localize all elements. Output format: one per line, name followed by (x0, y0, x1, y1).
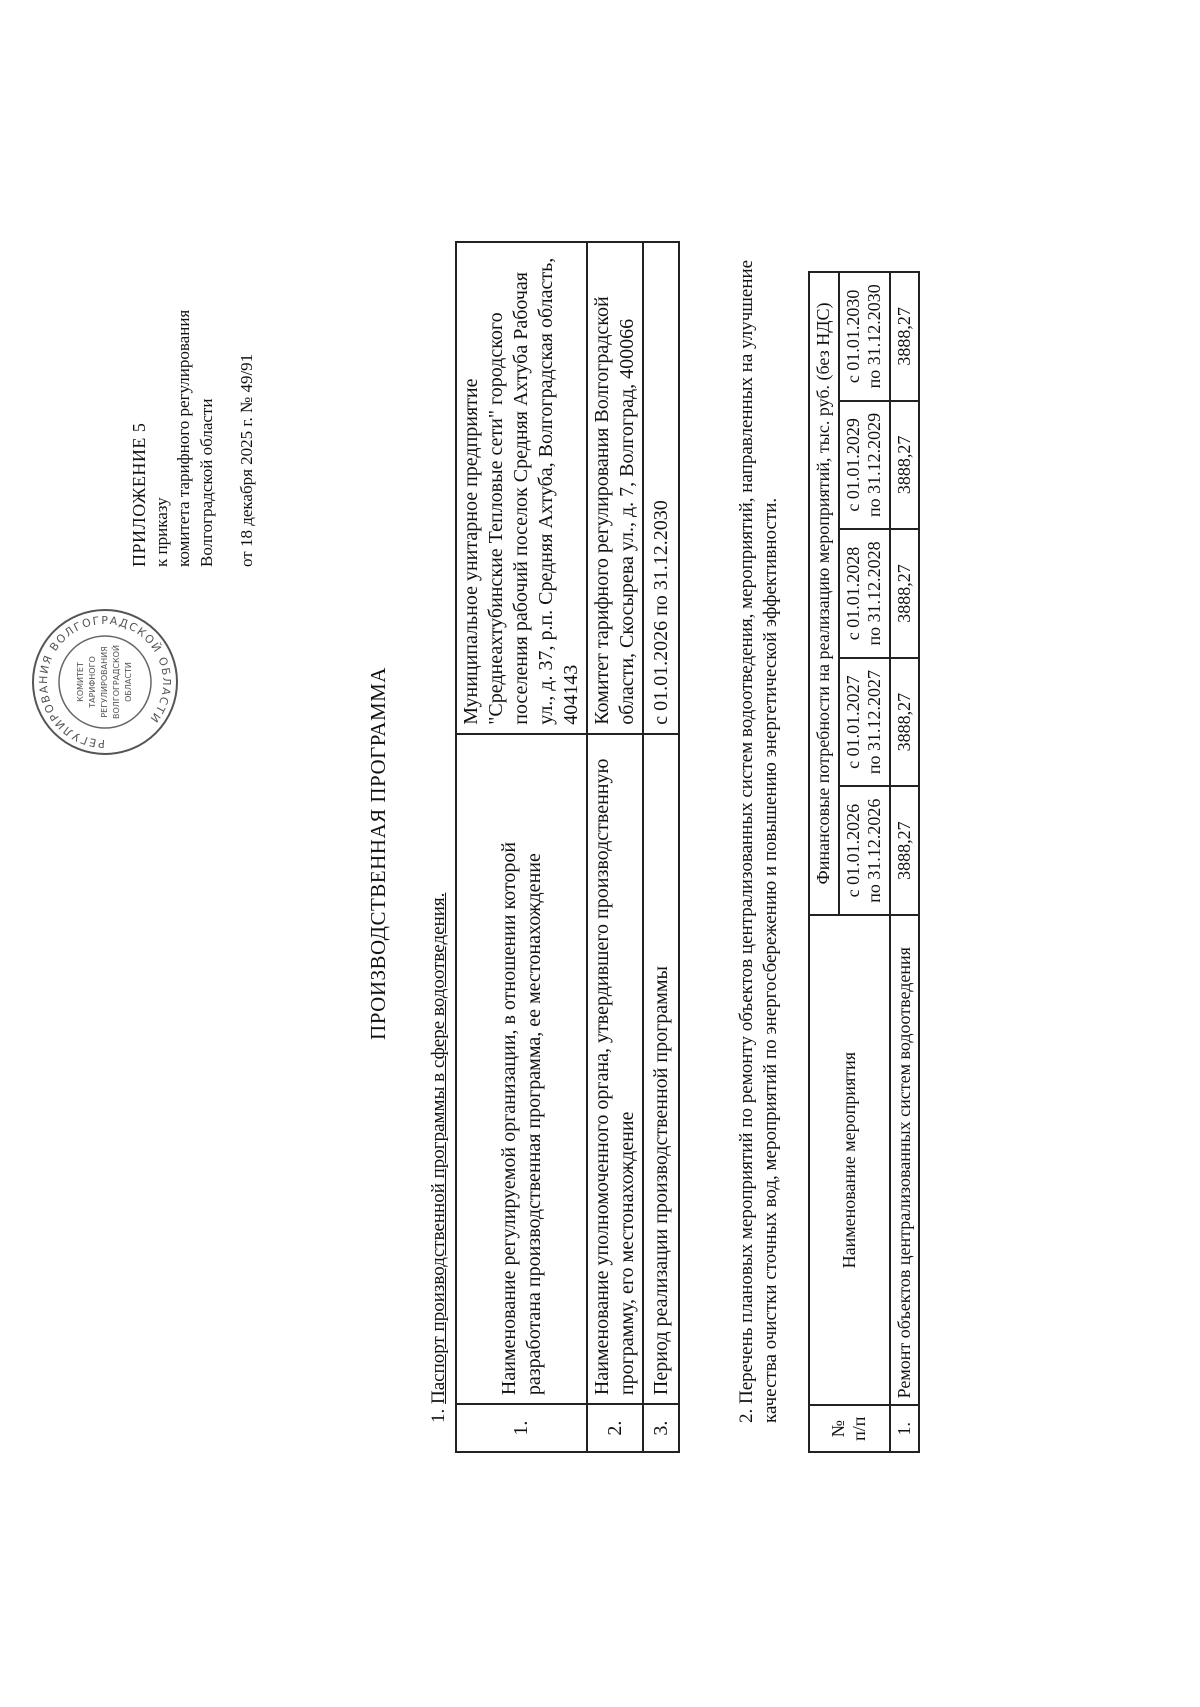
event-value: 3888,27 (890, 272, 920, 401)
passport-section-heading: Паспорт производственной программы в сфере водоотведения. (428, 892, 449, 1404)
appendix-header (128, 147, 258, 567)
table-row (643, 242, 679, 1452)
committee-seal-stamp (30, 607, 180, 757)
seal-line-4: ВОЛГОГРАДСКОЙ (112, 645, 121, 719)
period-from: с 01.01.2028 (842, 546, 863, 641)
row-name: Наименование уполномоченного органа, утвердившего производственную программу, его местонахождение (587, 734, 643, 1404)
passport-section-number: 1. (428, 1404, 449, 1423)
period-to: по 31.12.2029 (864, 412, 885, 517)
seal-line-5: ОБЛАСТИ (124, 662, 133, 702)
seal-line-1: КОМИТЕТ (76, 662, 85, 702)
row-value: с 01.01.2026 по 31.12.2030 (643, 242, 679, 734)
event-value: 3888,27 (890, 786, 920, 915)
col-header-period (839, 272, 890, 401)
page-title: ПРОИЗВОДСТВЕННАЯ ПРОГРАММА (366, 667, 390, 1040)
period-from: с 01.01.2027 (842, 675, 863, 769)
seal-line-2: ТАРИФНОГО (88, 656, 97, 708)
col-header-period (839, 401, 890, 530)
appendix-number: ПРИЛОЖЕНИЕ 5 (129, 422, 149, 567)
event-value: 3888,27 (890, 401, 920, 530)
seal-line-3: РЕГУЛИРОВАНИЯ (100, 646, 109, 718)
event-value: 3888,27 (890, 529, 920, 658)
event-name: Ремонт объектов централизованных систем водоотведения (890, 915, 920, 1405)
order-line: к приказу (152, 497, 172, 567)
period-to: по 31.12.2027 (864, 669, 885, 775)
col-header-num: № п/п (809, 1405, 890, 1452)
row-name: Период реализации производственной программы (643, 734, 679, 1404)
seal-ring-text: РЕГУЛИРОВАНИЯ ВОЛГОГРАДСКОЙ ОБЛАСТИ (36, 613, 174, 751)
passport-section-title (428, 893, 450, 1423)
order-date: от 18 декабря 2025 г. № 49/91 (236, 353, 256, 567)
period-from: с 01.01.2029 (842, 418, 863, 512)
row-value: Комитет тарифного регулирования Волгоградской области, Скосырева ул., д. 7, Волгоград, 400066 (587, 242, 643, 734)
col-header-period (839, 786, 890, 915)
passport-table (455, 241, 680, 1453)
row-number: 2. (587, 1404, 643, 1452)
row-number: 3. (643, 1404, 679, 1452)
period-to: по 31.12.2030 (864, 284, 885, 389)
events-table (808, 271, 920, 1453)
period-to: по 31.12.2028 (864, 541, 885, 646)
events-section-text: 2. Перечень плановых мероприятий по ремонту объектов централизованных систем водоотведения, мероприятий, направленных на улучшение качества очистки сточных вод, мероприятий по энергосбережению и повышению энергетической эффективности. (736, 259, 781, 1423)
col-header-period (839, 658, 890, 787)
period-from: с 01.01.2026 (842, 803, 863, 898)
col-header-period (839, 529, 890, 658)
committee-line-2: Волгоградской области (196, 398, 216, 567)
col-header-name: Наименование мероприятия (809, 915, 890, 1405)
col-header-finance: Финансовые потребности на реализацию мероприятий, тыс. руб. (без НДС) (809, 272, 839, 915)
committee-line-1: комитета тарифного регулирования (174, 309, 194, 567)
table-header-row (809, 272, 839, 1452)
table-row (456, 242, 587, 1452)
period-to: по 31.12.2026 (864, 798, 885, 903)
table-row (890, 272, 920, 1452)
row-name: Наименование регулируемой организации, в отношении которой разработана производственная программа, ее местонахождение (456, 734, 587, 1404)
row-value: Муниципальное унитарное предприятие "Среднеахтубинские Тепловые сети" городского поселения рабочий поселок Средняя Ахтуба Рабочая ул., д. 37, р.п. Средняя Ахтуба, Волгоградская область, 404143 (456, 242, 587, 734)
table-row (587, 242, 643, 1452)
event-value: 3888,27 (890, 658, 920, 787)
period-from: с 01.01.2030 (842, 289, 863, 384)
event-number: 1. (890, 1405, 920, 1452)
row-number: 1. (456, 1404, 587, 1452)
